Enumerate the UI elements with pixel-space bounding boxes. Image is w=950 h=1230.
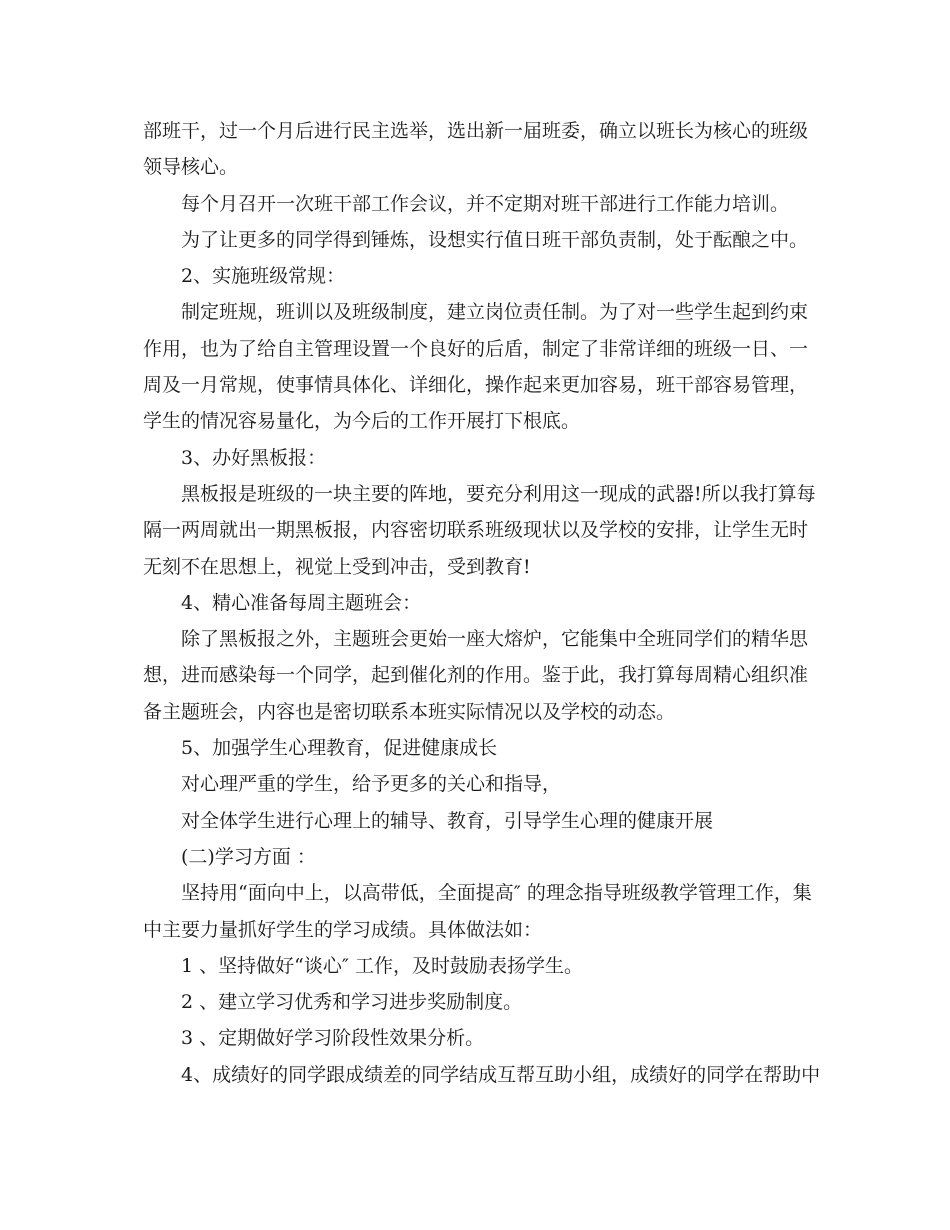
section-heading: 2、实施班级常规： [181,265,346,288]
text-line: 黑板报是班级的一块主要的阵地，要充分利用这一现成的武器!所以我打算每 [181,482,816,505]
section-heading: (二)学习方面 ： [181,845,316,868]
text-line: 除了黑板报之外，主题班会更始一座大熔炉，它能集中全班同学们的精华思 [181,628,809,651]
text-line: 作用，也为了给自主管理设置一个良好的后盾，制定了非常详细的班级一日、一 [143,337,809,360]
document-body [143,113,821,1093]
list-item: 4、成绩好的同学跟成绩差的同学结成互帮互助小组，成绩好的同学在帮助中 [181,1063,821,1086]
text-line: 无刻不在思想上，视觉上受到冲击，受到教育! [143,555,531,578]
list-item: 2 、建立学习优秀和学习进步奖励制度。 [181,991,523,1014]
list-item: 3 、定期做好学习阶段性效果分析。 [181,1027,485,1050]
text-line: 坚持用“面向中上，以高带低，全面提高″ 的理念指导班级教学管理工作，集 [181,882,812,905]
text-line: 隔一两周就出一期黑板报，内容密切联系班级现状以及学校的安排，让学生无时 [143,519,809,542]
text-line: 为了让更多的同学得到锤炼，设想实行值日班干部负责制，处于酝酿之中。 [181,228,809,251]
text-line: 周及一月常规，使事情具体化、详细化，操作起来更加容易，班干部容易管理， [143,374,809,397]
text-line: 想，进而感染每一个同学，起到催化剂的作用。鉴于此，我打算每周精心组织准 [143,664,809,687]
text-line: 制定班规，班训以及班级制度，建立岗位责任制。为了对一些学生起到约束 [181,301,809,324]
text-line: 领导核心。 [143,156,239,179]
section-heading: 3、办好黑板报： [181,446,327,469]
section-heading: 5、加强学生心理教育，促进健康成长 [181,737,498,760]
text-line: 中主要力量抓好学生的学习成绩。具体做法如： [143,918,543,941]
text-line: 每个月召开一次班干部工作会议，并不定期对班干部进行工作能力培训。 [181,192,790,215]
section-heading: 4、精心准备每周主题班会： [181,591,422,614]
text-line: 备主题班会，内容也是密切联系本班实际情况以及学校的动态。 [143,700,676,723]
text-line: 对心理严重的学生，给予更多的关心和指导， [181,773,562,796]
text-line: 部班干，过一个月后进行民主选举，选出新一届班委，确立以班长为核心的班级 [143,120,809,142]
text-line: 学生的情况容易量化，为今后的工作开展打下根底。 [143,410,581,433]
text-line: 对全体学生进行心理上的辅导、教育，引导学生心理的健康开展 [181,809,714,832]
list-item: 1 、坚持做好“谈心″ 工作，及时鼓励表扬学生。 [181,954,583,977]
